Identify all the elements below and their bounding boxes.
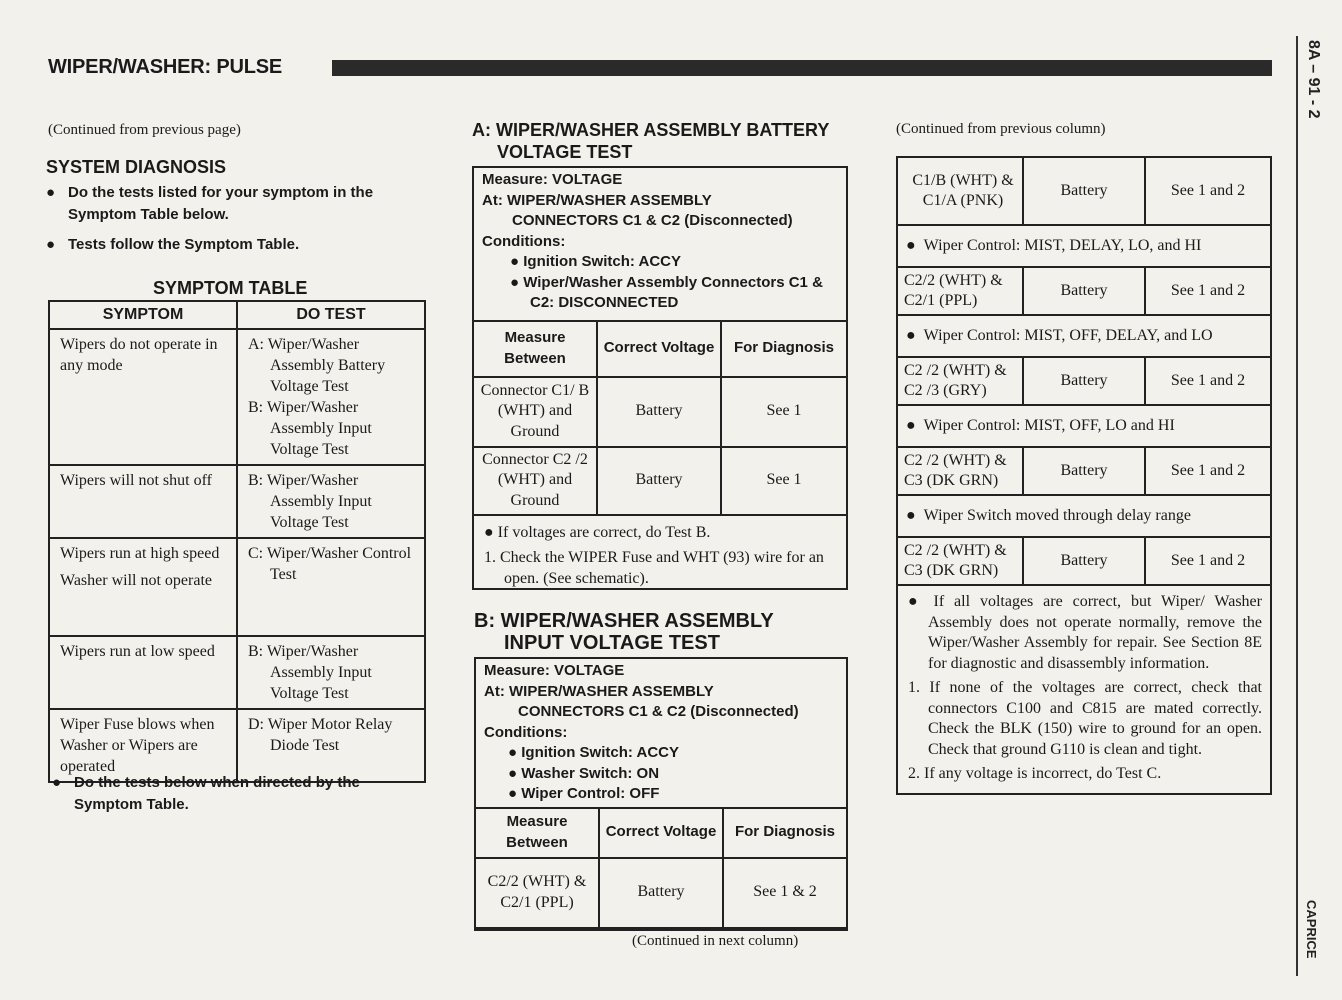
table-row: ● Wiper Control: MIST, DELAY, LO, and HI	[897, 225, 1271, 267]
bullet-icon: ●	[46, 184, 56, 201]
section-number: 8A – 91 - 2	[1305, 40, 1322, 119]
diagnosis-bullet-1: ● Do the tests listed for your symptom in the Symptom Table below.	[46, 184, 374, 223]
footer-bullet: ● Do the tests below when directed by the Symptom Table.	[52, 774, 360, 813]
test-cell: D: Wiper Motor Relay Diode Test	[237, 709, 425, 782]
vehicle-model: CAPRICE	[1304, 900, 1319, 959]
symptom-cell: Wipers run at low speed	[49, 636, 237, 709]
measure-between-header: Measure Between	[476, 808, 599, 858]
table-row: ● Wiper Switch moved through delay range	[897, 495, 1271, 537]
page-title: WIPER/WASHER: PULSE	[48, 56, 282, 78]
test-a-conditions: Measure: VOLTAGE At: WIPER/WASHER ASSEMBLY CONNECTORS C1 & C2 (Disconnected) Conditions: ● Ignition Switch: ACCY ● Wiper/Washer Assembly Connectors C1 & C2: DISCONNECTED	[482, 171, 823, 311]
correct-voltage-header: Correct Voltage	[599, 808, 723, 858]
title-bar-rule	[332, 60, 1272, 76]
table-row: C1/B (WHT) & C1/A (PNK) Battery See 1 and 2	[897, 157, 1271, 225]
system-diagnosis-heading: SYSTEM DIAGNOSIS	[46, 157, 227, 177]
table-row: ● Wiper Control: MIST, OFF, DELAY, and LO	[897, 315, 1271, 357]
table-row	[49, 329, 425, 465]
symptom-table-title: SYMPTOM TABLE	[153, 278, 308, 298]
continued-next-column: (Continued in next column)	[632, 933, 799, 949]
bullet-icon: ●	[46, 236, 56, 253]
table-row	[897, 585, 1271, 794]
table-row: C2 /2 (WHT) & C3 (DK GRN) Battery See 1 and 2	[897, 537, 1271, 585]
table-row: C2/2 (WHT) & C2/1 (PPL) Battery See 1 and 2	[897, 267, 1271, 315]
diagnosis-bullet-2: ● Tests follow the Symptom Table.	[68, 234, 418, 256]
symptom-cell: Wipers will not shut off	[49, 465, 237, 538]
symptom-table	[48, 300, 426, 783]
right-notes: ● If all voltages are correct, but Wiper/ Washer Assembly does not operate normally, remove the Wiper/Washer Assembly for repair. See Section 8E for diagnostic and disassembly information. 1. If none of the voltages are correct, check that connectors C100 and C815 are mated correctly. Check the BLK (150) wire to ground for an open. Check that ground G110 is clean and tight. 2. If any voltage is incorrect, do Test C.	[897, 585, 1271, 794]
test-cell: B: Wiper/Washer Assembly Input Voltage Test	[237, 465, 425, 538]
continued-note-left: (Continued from previous page)	[48, 122, 241, 138]
symptom-cell: Wipers run at high speed Washer will not operate	[49, 538, 237, 636]
bullet-icon: ●	[52, 774, 62, 791]
continued-note-right: (Continued from previous column)	[896, 121, 1106, 137]
test-a-notes: ● If voltages are correct, do Test B. 1. Check the WIPER Fuse and WHT (93) wire for an open. (See schematic).	[484, 523, 824, 587]
test-b-conditions: Measure: VOLTAGE At: WIPER/WASHER ASSEMBLY CONNECTORS C1 & C2 (Disconnected) Conditions: ● Ignition Switch: ACCY ● Washer Switch: ON ● Wiper Control: OFF	[484, 662, 799, 802]
test-b-box	[474, 657, 848, 931]
table-row	[49, 636, 425, 709]
test-b-title: B: WIPER/WASHER ASSEMBLY INPUT VOLTAGE TEST	[474, 610, 774, 654]
table-row	[49, 538, 425, 636]
measure-between-header: Measure Between	[474, 321, 597, 377]
symptom-column-header: SYMPTOM	[49, 301, 237, 329]
table-row: C2 /2 (WHT) & C2 /3 (GRY) Battery See 1 and 2	[897, 357, 1271, 405]
test-b-continued-table	[896, 156, 1272, 795]
symptom-cell: Wipers do not operate in any mode	[49, 329, 237, 465]
table-row: Connector C2 /2 (WHT) and Ground Battery See 1	[474, 447, 846, 515]
test-cell: C: Wiper/Washer Control Test	[237, 538, 425, 636]
table-row: ● Wiper Control: MIST, OFF, LO and HI	[897, 405, 1271, 447]
table-row: C2 /2 (WHT) & C3 (DK GRN) Battery See 1 and 2	[897, 447, 1271, 495]
for-diagnosis-header: For Diagnosis	[721, 321, 846, 377]
for-diagnosis-header: For Diagnosis	[723, 808, 846, 858]
test-a-title: A: WIPER/WASHER ASSEMBLY BATTERY VOLTAGE TEST	[472, 120, 830, 162]
table-row	[49, 465, 425, 538]
test-a-box	[472, 166, 848, 590]
test-cell: A: Wiper/Washer Assembly Battery Voltage Test B: Wiper/Washer Assembly Input Voltage Test	[237, 329, 425, 465]
correct-voltage-header: Correct Voltage	[597, 321, 721, 377]
test-b-measure-table	[476, 807, 846, 929]
do-test-column-header: DO TEST	[237, 301, 425, 329]
side-divider	[1296, 36, 1298, 976]
table-row: C2/2 (WHT) & C2/1 (PPL) Battery See 1 & 2	[476, 858, 846, 928]
symptom-cell: Wiper Fuse blows when Washer or Wipers are operated	[49, 709, 237, 782]
test-a-measure-table	[474, 320, 846, 516]
test-cell: B: Wiper/Washer Assembly Input Voltage Test	[237, 636, 425, 709]
table-row: Connector C1/ B (WHT) and Ground Battery See 1	[474, 377, 846, 447]
